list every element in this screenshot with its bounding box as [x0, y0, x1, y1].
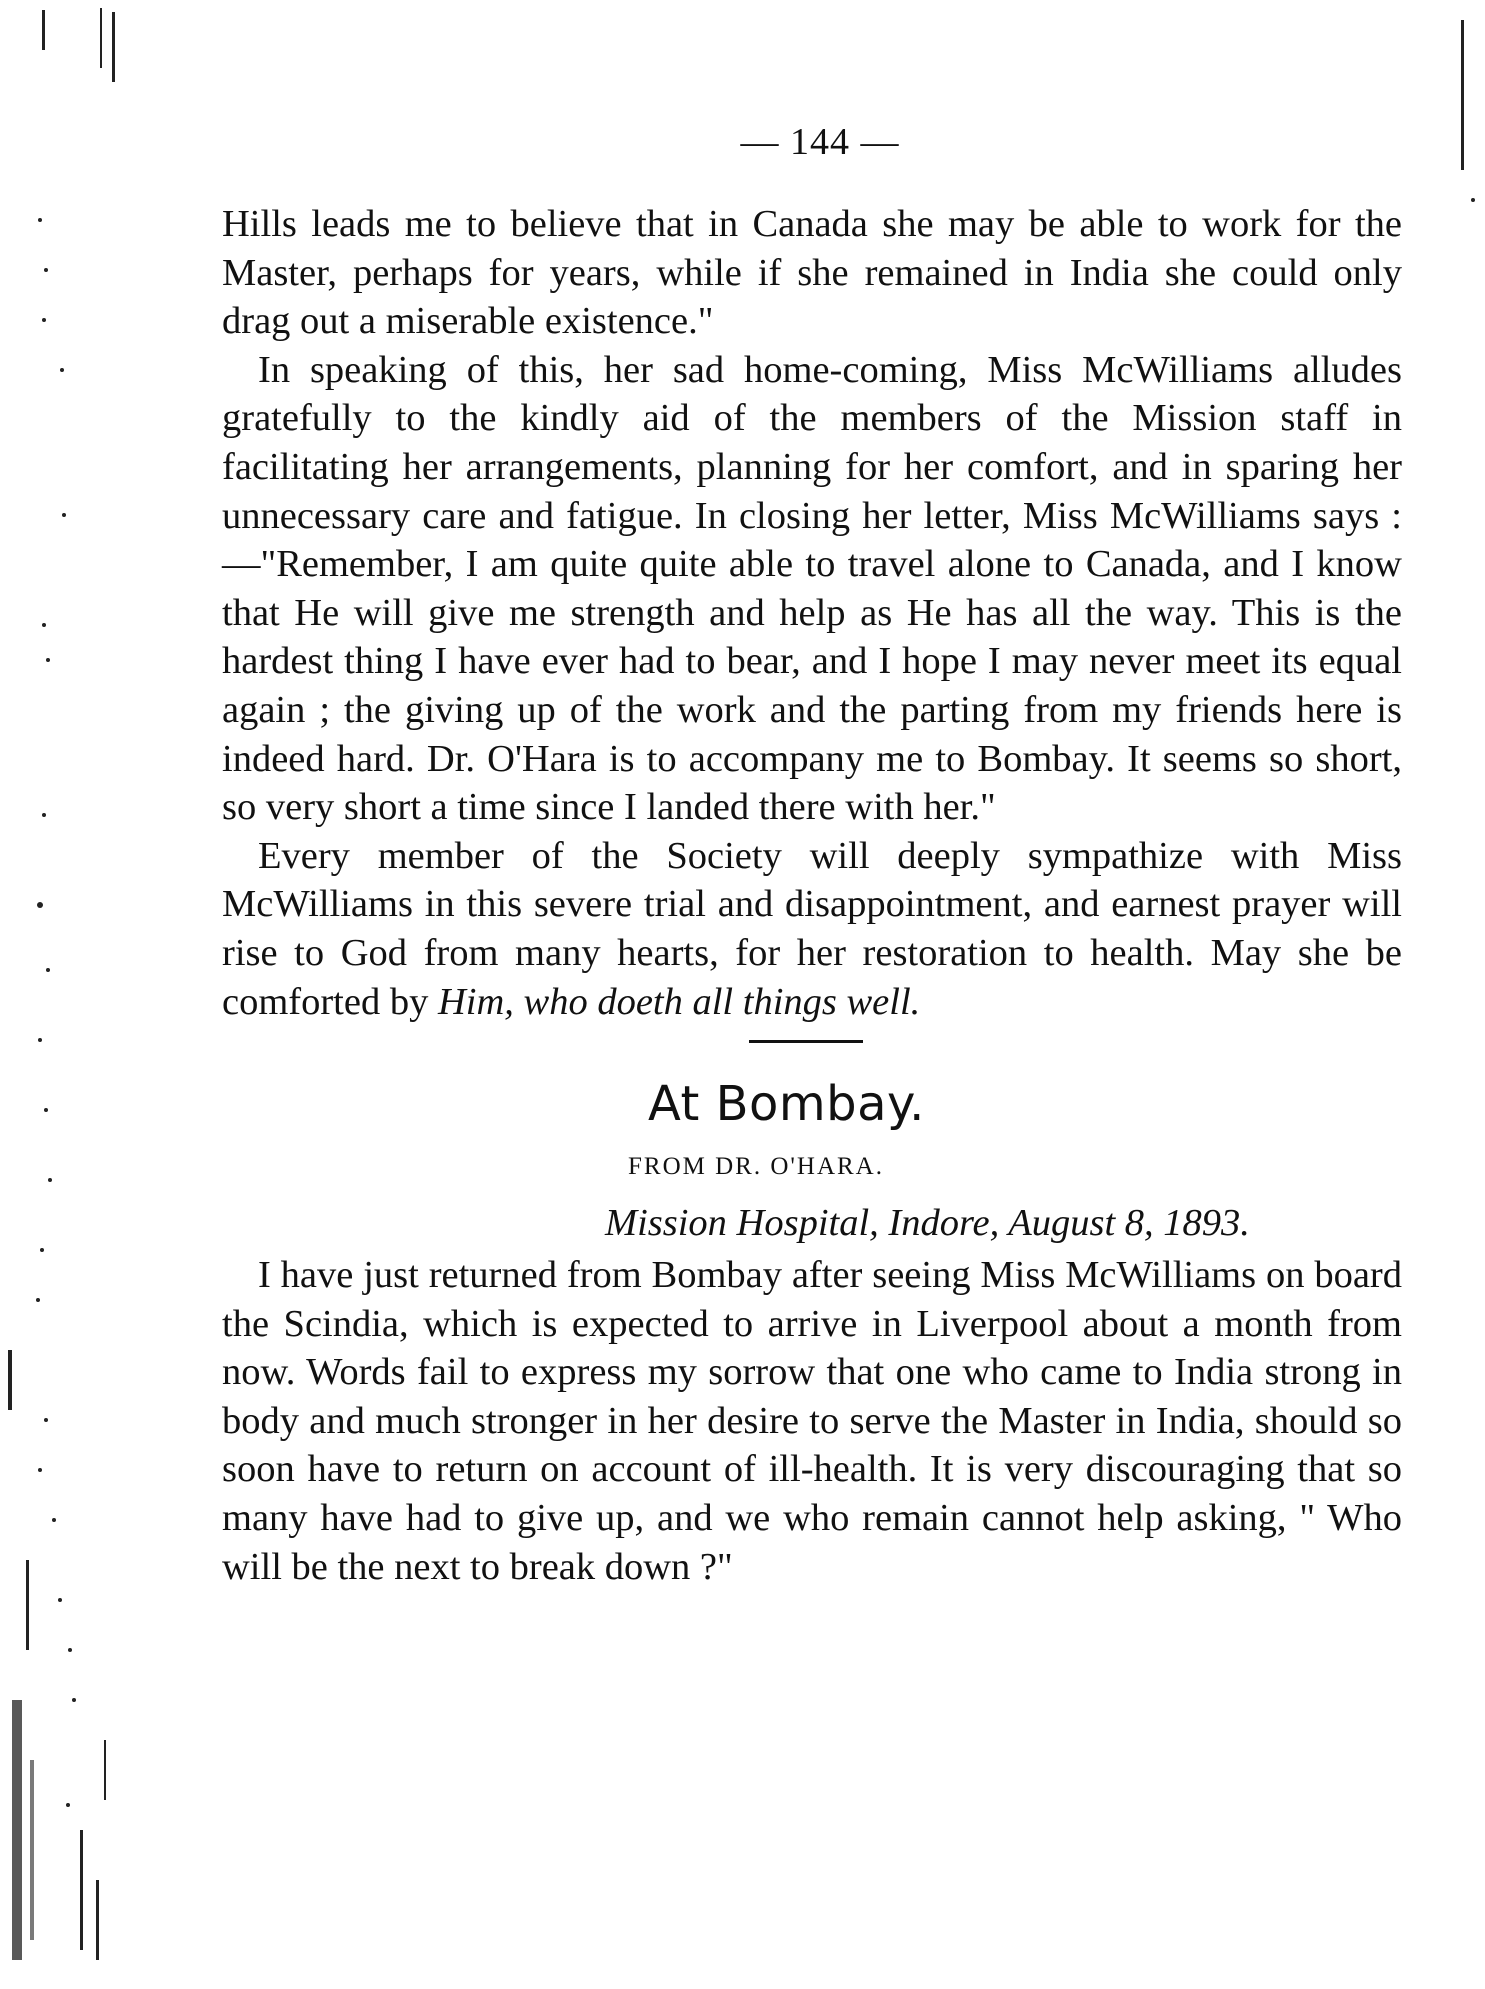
section-heading: At Bombay. [648, 1076, 925, 1133]
section-byline: FROM DR. O'HARA. [628, 1153, 884, 1181]
text-column [222, 200, 1402, 1591]
paragraph-home-coming: In speaking of this, her sad home-coming, Miss McWilliams alludes gratefully to the kindly aid of the members of the Mission staff in facilitating her arrangements, planning for her comfort, and in sparing her unnecessary care and fatigue. In closing her letter, Miss McWilliams says :—"Remember, I am quite quite able to travel alone to Canada, and I know that He will give me strength and help as He has all the way. This is the hardest thing I have ever had to bear, and I hope I may never meet its equal again ; the giving up of the work and the parting from my friends here is indeed hard. Dr. O'Hara is to accompany me to Bombay. It seems so short, so very short a time since I landed there with her." [222, 348, 1402, 829]
section-divider [749, 1040, 863, 1043]
sympathy-text: Every member of the Society will deeply sympathize with Miss McWilliams in this severe trial and disappointment, and earnest prayer will rise to God from many hearts, for her restoration to health. May she be comforted by [222, 834, 1402, 1023]
page-number: — 144 — [740, 121, 900, 163]
paragraph-sympathy [222, 832, 1402, 1026]
section-dateline: Mission Hospital, Indore, August 8, 1893. [605, 1202, 1250, 1245]
paragraph-bombay-letter: I have just returned from Bombay after seeing Miss McWilliams on board the Scindia, which is expected to arrive in Liverpool about a month from now. Words fail to express my sorrow that one who came to India strong in body and much stronger in her desire to serve the Master in India, should so soon have to return on account of ill-health. It is very discouraging that so many have had to give up, and we who remain cannot help asking, " Who will be the next to break down ?" [222, 1254, 1402, 1588]
scan-edge-artifacts [0, 0, 130, 1989]
paragraph-continued-quote: Hills leads me to believe that in Canada she may be able to work for the Master, perhaps for years, while if she remained in India she could only drag out a miserable existence." [222, 203, 1402, 343]
sympathy-italic-text: Him, who doeth all things well. [437, 980, 921, 1023]
